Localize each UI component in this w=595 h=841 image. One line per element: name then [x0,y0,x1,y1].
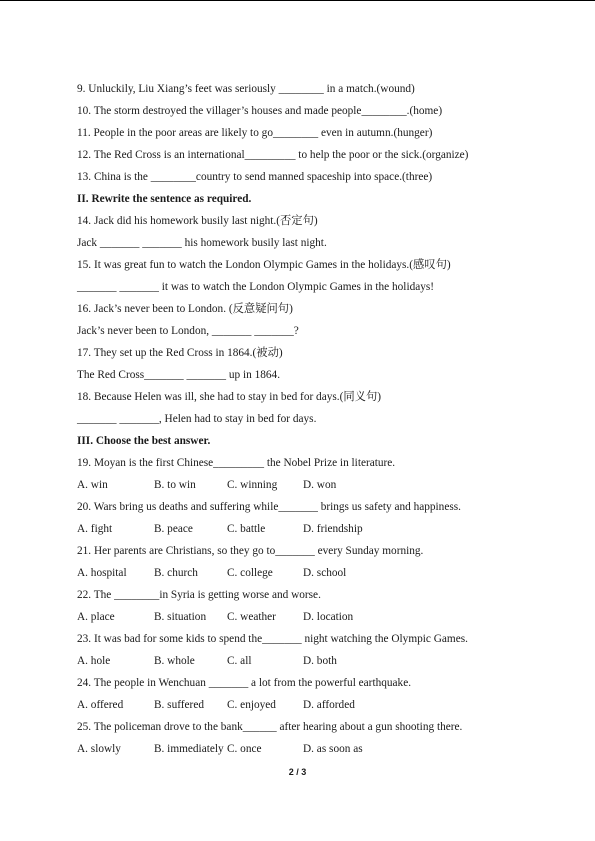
question-16: 16. Jack’s never been to London. (反意疑问句) [77,303,293,315]
question-10: 10. The storm destroyed the villager’s houses and made people________.(home) [77,105,443,117]
option-b: B. to win [154,479,196,491]
page-top-rule [0,0,595,1]
options-25 [77,738,547,760]
question-18: 18. Because Helen was ill, she had to stay in bed for days.(同义句) [77,391,382,403]
options-20 [77,518,547,540]
question-21: 21. Her parents are Christians, so they go to_______ every Sunday morning. [77,545,424,557]
option-c: C. battle [227,523,266,535]
question-14: 14. Jack did his homework busily last night.(否定句) [77,215,318,227]
options-23 [77,650,547,672]
options-22 [77,606,547,628]
option-a: A. slowly [77,743,121,755]
option-d: D. won [303,479,337,491]
question-13: 13. China is the ________country to send manned spaceship into space.(three) [77,171,433,183]
option-a: A. place [77,611,115,623]
option-d: D. afforded [303,699,355,711]
question-22: 22. The ________in Syria is getting worse and worse. [77,589,321,601]
question-9: 9. Unluckily, Liu Xiang’s feet was seriously ________ in a match.(wound) [77,83,415,95]
options-24 [77,694,547,716]
answer-line-18: _______ _______, Helen had to stay in bed for days. [77,413,317,425]
option-c: C. college [227,567,273,579]
option-b: B. immediately [154,743,224,755]
answer-line-14: Jack _______ _______ his homework busily last night. [77,237,327,249]
question-25: 25. The policeman drove to the bank______ after hearing about a gun shooting there. [77,721,463,733]
option-d: D. as soon as [303,743,363,755]
option-a: A. hole [77,655,111,667]
option-b: B. peace [154,523,193,535]
section-heading-choose: III. Choose the best answer. [77,435,211,447]
option-b: B. suffered [154,699,204,711]
option-c: C. winning [227,479,278,491]
option-d: D. location [303,611,354,623]
answer-line-15: _______ _______ it was to watch the London Olympic Games in the holidays! [77,281,435,293]
question-15: 15. It was great fun to watch the London Olympic Games in the holidays.(感叹句) [77,259,451,271]
option-a: A. fight [77,523,113,535]
section-heading-rewrite: II. Rewrite the sentence as required. [77,193,252,205]
options-21 [77,562,547,584]
question-19: 19. Moyan is the first Chinese_________ the Nobel Prize in literature. [77,457,396,469]
option-d: D. both [303,655,337,667]
question-11: 11. People in the poor areas are likely to go________ even in autumn.(hunger) [77,127,433,139]
question-12: 12. The Red Cross is an international_________ to help the poor or the sick.(organize) [77,149,469,161]
answer-line-16: Jack’s never been to London, _______ _______? [77,325,299,337]
options-19 [77,474,547,496]
answer-line-17: The Red Cross_______ _______ up in 1864. [77,369,281,381]
option-a: A. offered [77,699,124,711]
question-17: 17. They set up the Red Cross in 1864.(被动) [77,347,283,359]
page-number: 2 / 3 [288,767,307,777]
worksheet-body [77,78,547,760]
option-d: D. friendship [303,523,363,535]
question-24: 24. The people in Wenchuan _______ a lot from the powerful earthquake. [77,677,412,689]
question-20: 20. Wars bring us deaths and suffering while_______ brings us safety and happiness. [77,501,461,513]
option-a: A. win [77,479,108,491]
option-c: C. enjoyed [227,699,276,711]
option-b: B. whole [154,655,195,667]
question-23: 23. It was bad for some kids to spend the_______ night watching the Olympic Games. [77,633,468,645]
option-a: A. hospital [77,567,127,579]
option-c: C. once [227,743,262,755]
option-b: B. situation [154,611,207,623]
option-b: B. church [154,567,198,579]
option-c: C. all [227,655,252,667]
option-d: D. school [303,567,347,579]
option-c: C. weather [227,611,276,623]
